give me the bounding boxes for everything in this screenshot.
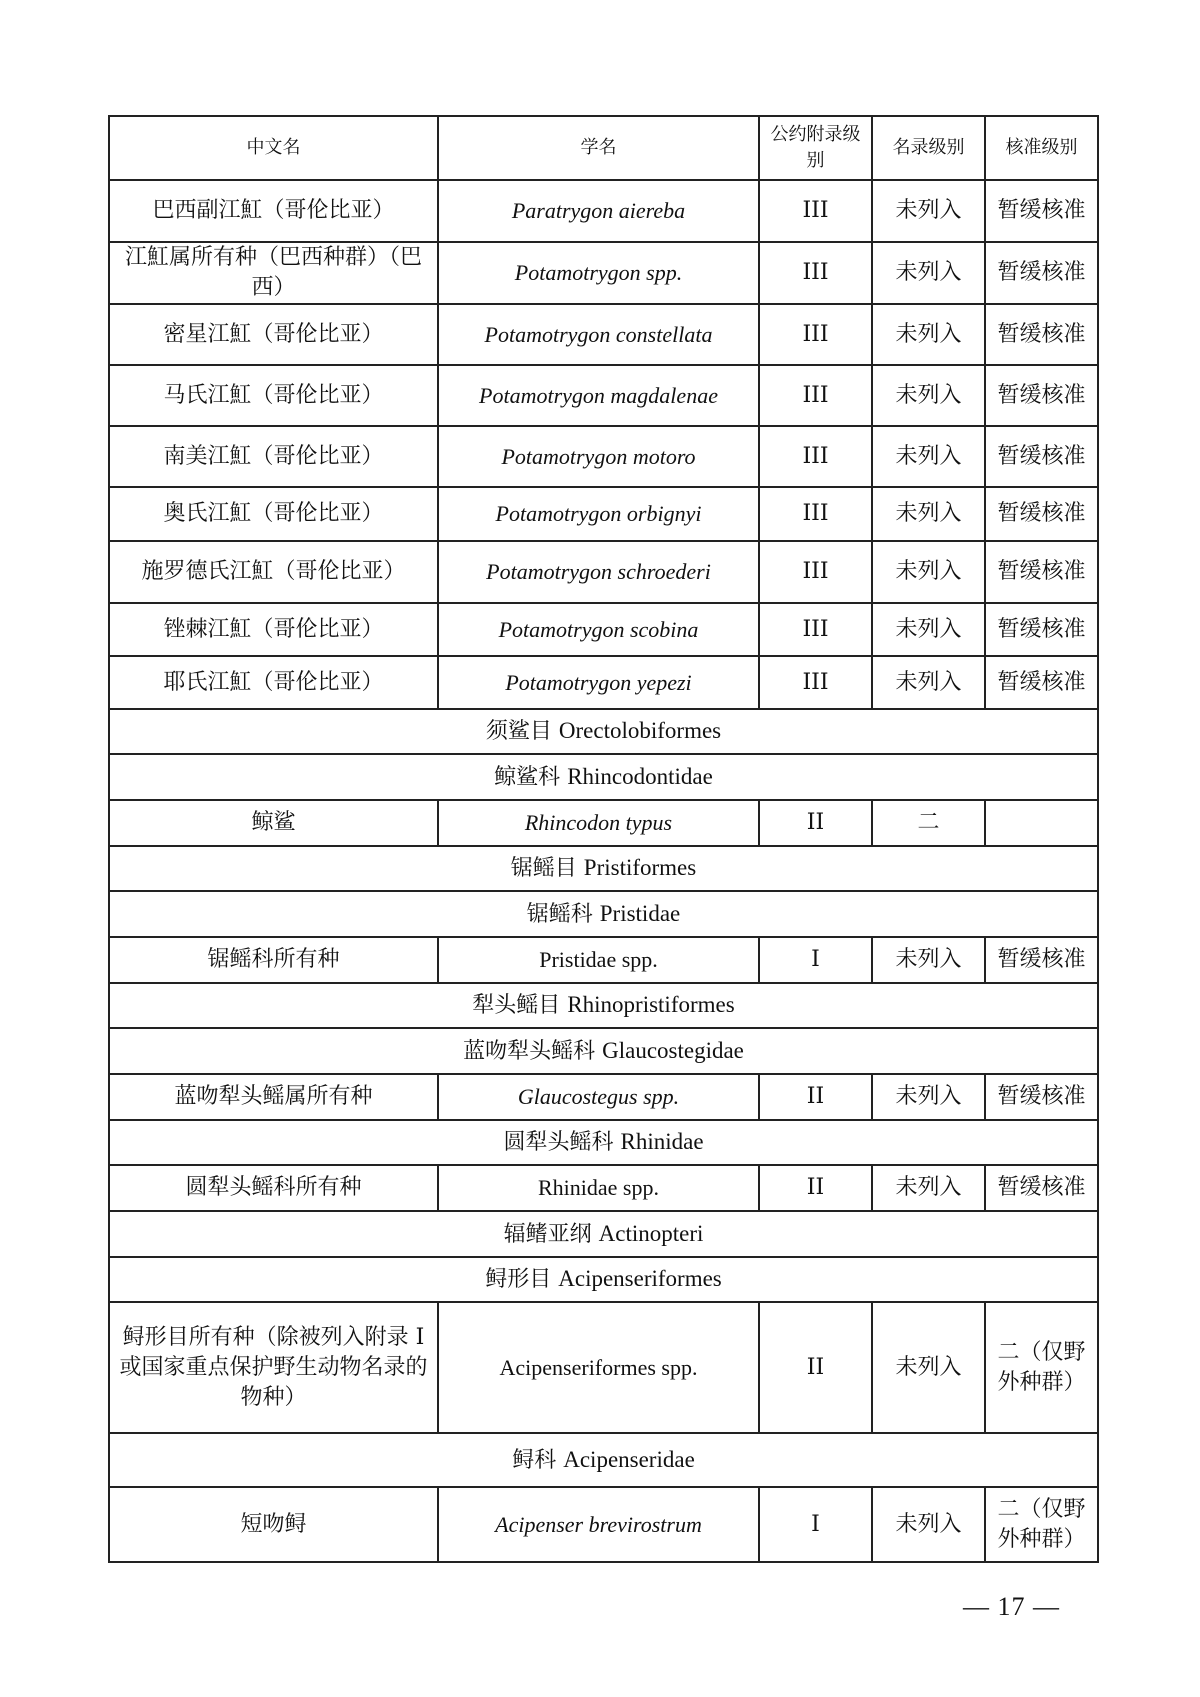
- chinese-name-cell: 巴西副江魟（哥伦比亚）: [109, 180, 438, 242]
- taxon-group-cell: [109, 709, 1098, 754]
- taxon-group-cell: [109, 1120, 1098, 1165]
- taxon-group-row: [109, 1211, 1098, 1257]
- chinese-name-cell: 锯鳐科所有种: [109, 937, 438, 983]
- group-chinese-name: 鲸鲨科: [494, 764, 561, 790]
- species-row: [109, 1487, 1098, 1562]
- group-latin-name: Rhincodontidae: [567, 763, 713, 789]
- list-level-cell: 未列入: [872, 426, 985, 487]
- approval-level-cell: 暂缓核准: [985, 180, 1098, 242]
- appendix-level-cell: III: [759, 656, 872, 709]
- chinese-name-cell: 耶氏江魟（哥伦比亚）: [109, 656, 438, 709]
- group-chinese-name: 鲟形目: [485, 1267, 552, 1292]
- chinese-name-cell: 蓝吻犁头鳐属所有种: [109, 1074, 438, 1120]
- scientific-name-cell: Rhincodon typus: [438, 800, 759, 846]
- appendix-level-cell: III: [759, 487, 872, 541]
- group-chinese-name: 犁头鳐目: [472, 993, 561, 1018]
- header-appendix-level: 公约附录级别: [759, 116, 872, 180]
- species-row: [109, 1074, 1098, 1120]
- appendix-level-cell: III: [759, 180, 872, 242]
- group-latin-name: Rhinopristiformes: [567, 992, 735, 1017]
- chinese-name-cell: 施罗德氏江魟（哥伦比亚）: [109, 541, 438, 603]
- scientific-name-cell: Potamotrygon constellata: [438, 304, 759, 365]
- group-chinese-name: 锯鳐目: [510, 856, 577, 881]
- group-latin-name: Rhinidae: [620, 1129, 704, 1154]
- species-row: [109, 800, 1098, 846]
- species-row: [109, 1165, 1098, 1211]
- table-header-row: [109, 116, 1098, 180]
- header-chinese-name: 中文名: [109, 116, 438, 180]
- approval-level-cell: 二（仅野外种群）: [985, 1302, 1098, 1433]
- species-row: [109, 541, 1098, 603]
- appendix-level-cell: III: [759, 304, 872, 365]
- chinese-name-cell: 短吻鲟: [109, 1487, 438, 1562]
- list-level-cell: 未列入: [872, 365, 985, 426]
- list-level-cell: 未列入: [872, 541, 985, 603]
- group-latin-name: Glaucostegidae: [602, 1037, 744, 1063]
- page-number: — 17 —: [963, 1592, 1060, 1621]
- approval-level-cell: 暂缓核准: [985, 603, 1098, 656]
- group-chinese-name: 圆犁头鳐科: [503, 1130, 614, 1155]
- species-row: [109, 487, 1098, 541]
- list-level-cell: 未列入: [872, 937, 985, 983]
- taxon-group-row: [109, 891, 1098, 937]
- header-scientific-name: 学名: [438, 116, 759, 180]
- header-approval-level: 核准级别: [985, 116, 1098, 180]
- species-row: [109, 365, 1098, 426]
- chinese-name-cell: 鲟形目所有种（除被列入附录 I 或国家重点保护野生动物名录的物种）: [109, 1302, 438, 1433]
- approval-level-cell: 暂缓核准: [985, 487, 1098, 541]
- chinese-name-cell: 锉棘江魟（哥伦比亚）: [109, 603, 438, 656]
- species-row: [109, 937, 1098, 983]
- approval-level-cell: 暂缓核准: [985, 937, 1098, 983]
- chinese-name-cell: 奥氏江魟（哥伦比亚）: [109, 487, 438, 541]
- scientific-name-cell: Potamotrygon motoro: [438, 426, 759, 487]
- taxon-group-row: [109, 1028, 1098, 1074]
- species-row: [109, 603, 1098, 656]
- taxon-group-row: [109, 709, 1098, 754]
- chinese-name-cell: 密星江魟（哥伦比亚）: [109, 304, 438, 365]
- scientific-name-cell: Potamotrygon yepezi: [438, 656, 759, 709]
- approval-level-cell: 二（仅野外种群）: [985, 1487, 1098, 1562]
- appendix-level-cell: III: [759, 426, 872, 487]
- species-row: [109, 242, 1098, 304]
- taxon-group-row: [109, 1120, 1098, 1165]
- list-level-cell: 未列入: [872, 180, 985, 242]
- header-list-level: 名录级别: [872, 116, 985, 180]
- appendix-level-cell: I: [759, 937, 872, 983]
- scientific-name-cell: Acipenseriformes spp.: [438, 1302, 759, 1433]
- taxon-group-row: [109, 1433, 1098, 1487]
- appendix-level-cell: II: [759, 1074, 872, 1120]
- scientific-name-cell: Potamotrygon schroederi: [438, 541, 759, 603]
- appendix-level-cell: III: [759, 541, 872, 603]
- taxon-group-cell: [109, 754, 1098, 800]
- species-row: [109, 180, 1098, 242]
- group-latin-name: Acipenseriformes: [558, 1266, 722, 1291]
- appendix-level-cell: I: [759, 1487, 872, 1562]
- species-row: [109, 656, 1098, 709]
- taxon-group-cell: [109, 1211, 1098, 1257]
- approval-level-cell: [985, 800, 1098, 846]
- taxon-group-cell: [109, 891, 1098, 937]
- taxon-group-cell: [109, 983, 1098, 1028]
- approval-level-cell: 暂缓核准: [985, 656, 1098, 709]
- group-latin-name: Pristiformes: [583, 855, 697, 880]
- list-level-cell: 未列入: [872, 304, 985, 365]
- approval-level-cell: 暂缓核准: [985, 1165, 1098, 1211]
- list-level-cell: 未列入: [872, 1302, 985, 1433]
- approval-level-cell: 暂缓核准: [985, 304, 1098, 365]
- chinese-name-cell: 鲸鲨: [109, 800, 438, 846]
- appendix-level-cell: III: [759, 242, 872, 304]
- scientific-name-cell: Glaucostegus spp.: [438, 1074, 759, 1120]
- list-level-cell: 未列入: [872, 656, 985, 709]
- species-row: [109, 304, 1098, 365]
- taxon-group-row: [109, 846, 1098, 891]
- chinese-name-cell: 圆犁头鳐科所有种: [109, 1165, 438, 1211]
- scientific-name-cell: Rhinidae spp.: [438, 1165, 759, 1211]
- chinese-name-cell: 马氏江魟（哥伦比亚）: [109, 365, 438, 426]
- group-chinese-name: 蓝吻犁头鳐科: [463, 1038, 596, 1064]
- group-latin-name: Actinopteri: [598, 1220, 704, 1246]
- taxon-group-row: [109, 983, 1098, 1028]
- list-level-cell: 未列入: [872, 487, 985, 541]
- group-latin-name: Pristidae: [599, 900, 681, 926]
- list-level-cell: 未列入: [872, 1165, 985, 1211]
- list-level-cell: 未列入: [872, 242, 985, 304]
- group-chinese-name: 须鲨目: [485, 719, 552, 744]
- group-chinese-name: 辐鳍亚纲: [503, 1221, 592, 1247]
- chinese-name-cell: 江魟属所有种（巴西种群）（巴西）: [109, 242, 438, 304]
- group-chinese-name: 锯鳐科: [526, 901, 593, 927]
- taxon-group-row: [109, 754, 1098, 800]
- species-table: [108, 115, 1099, 1563]
- species-row: [109, 426, 1098, 487]
- scientific-name-cell: Acipenser brevirostrum: [438, 1487, 759, 1562]
- list-level-cell: 未列入: [872, 1487, 985, 1562]
- scientific-name-cell: Potamotrygon spp.: [438, 242, 759, 304]
- taxon-group-cell: [109, 846, 1098, 891]
- group-latin-name: Orectolobiformes: [558, 718, 722, 743]
- taxon-group-row: [109, 1257, 1098, 1302]
- group-chinese-name: 鲟科: [512, 1447, 557, 1473]
- list-level-cell: 未列入: [872, 603, 985, 656]
- group-latin-name: Acipenseridae: [563, 1446, 695, 1472]
- approval-level-cell: 暂缓核准: [985, 365, 1098, 426]
- appendix-level-cell: III: [759, 365, 872, 426]
- approval-level-cell: 暂缓核准: [985, 1074, 1098, 1120]
- approval-level-cell: 暂缓核准: [985, 541, 1098, 603]
- approval-level-cell: 暂缓核准: [985, 242, 1098, 304]
- scientific-name-cell: Potamotrygon scobina: [438, 603, 759, 656]
- list-level-cell: 未列入: [872, 1074, 985, 1120]
- appendix-level-cell: II: [759, 1165, 872, 1211]
- appendix-level-cell: II: [759, 800, 872, 846]
- scientific-name-cell: Pristidae spp.: [438, 937, 759, 983]
- approval-level-cell: 暂缓核准: [985, 426, 1098, 487]
- scientific-name-cell: Potamotrygon orbignyi: [438, 487, 759, 541]
- table-body: [109, 116, 1098, 1562]
- taxon-group-cell: [109, 1257, 1098, 1302]
- list-level-cell: 二: [872, 800, 985, 846]
- appendix-level-cell: II: [759, 1302, 872, 1433]
- species-row: [109, 1302, 1098, 1433]
- appendix-level-cell: III: [759, 603, 872, 656]
- taxon-group-cell: [109, 1433, 1098, 1487]
- taxon-group-cell: [109, 1028, 1098, 1074]
- scientific-name-cell: Potamotrygon magdalenae: [438, 365, 759, 426]
- chinese-name-cell: 南美江魟（哥伦比亚）: [109, 426, 438, 487]
- scientific-name-cell: Paratrygon aiereba: [438, 180, 759, 242]
